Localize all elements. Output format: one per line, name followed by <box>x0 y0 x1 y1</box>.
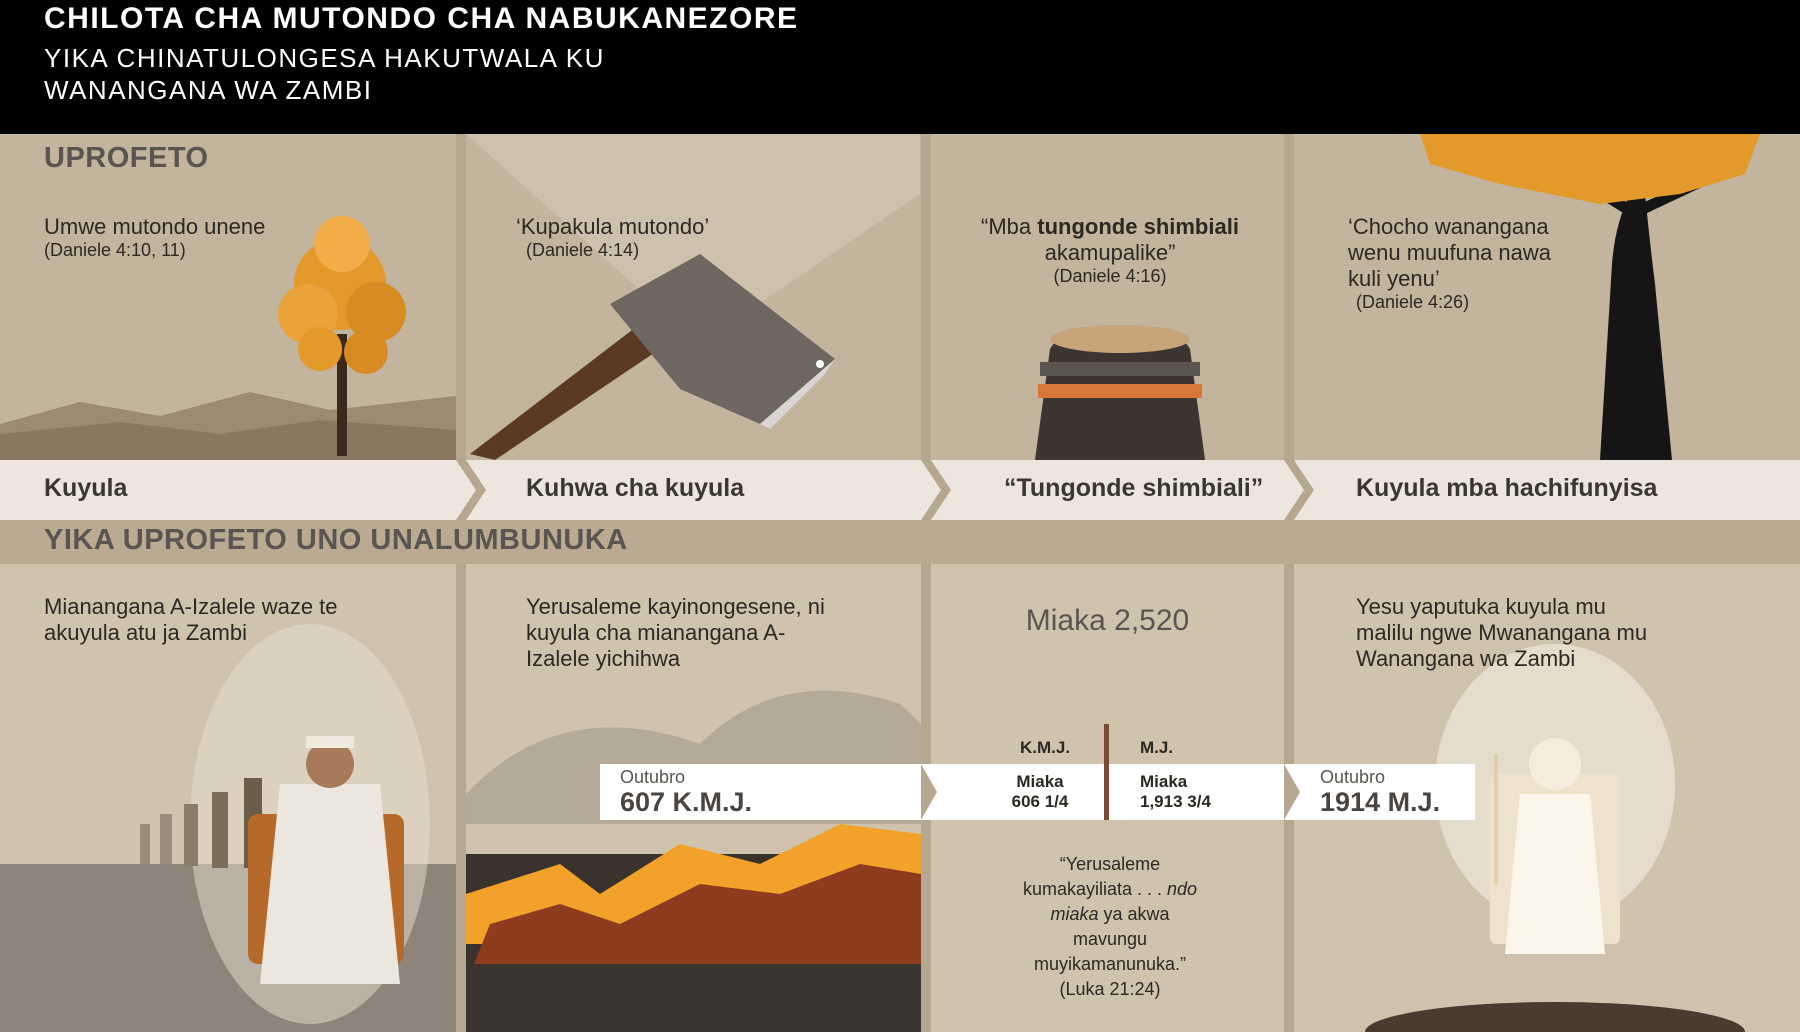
stage-label: “Tungonde shimbiali” <box>1004 474 1264 502</box>
prophecy-item-1 <box>44 214 404 261</box>
quote-line <box>960 902 1260 927</box>
bce-label: K.M.J. <box>1020 738 1071 757</box>
quote-emphasis: ndo <box>1167 879 1198 899</box>
timeline-start <box>620 767 752 816</box>
page-title: CHILOTA CHA MUTONDO CHA NABUKANEZORE <box>44 2 799 35</box>
luke-quote <box>960 852 1260 1002</box>
scripture-reference: (Daniele 4:10, 11) <box>44 240 186 260</box>
prophecy-text-part: “Mba <box>981 214 1038 239</box>
quote-part: ya akwa <box>1098 904 1170 924</box>
quote-line: muyikamanunuka.” <box>1033 954 1187 974</box>
prophecy-item-4 <box>1348 214 1578 313</box>
era-divider-line <box>1104 724 1109 820</box>
quote-line: “Yerusaleme <box>1059 854 1161 874</box>
fulfillment-heading: YIKA UPROFETO UNO UNALUMBUNUKA <box>44 524 628 556</box>
prophecy-text <box>970 214 1250 266</box>
bce-years-value: 606 1/4 <box>1011 792 1069 811</box>
burning-jerusalem-illustration <box>466 691 921 1032</box>
quote-part: kumakayiliata . . . <box>1022 879 1167 899</box>
quote-line: mavungu <box>1072 929 1148 949</box>
fulfillment-text: Yesu yaputuka kuyula mu malilu ngwe Mwanangana mu Wanangana wa Zambi <box>1356 594 1648 671</box>
bce-years-label: Miaka <box>1016 772 1064 791</box>
scripture-reference: (Daniele 4:16) <box>1053 266 1167 286</box>
timeline-end <box>1320 767 1440 816</box>
quote-line <box>960 877 1260 902</box>
stage-label: Kuhwa cha kuyula <box>526 474 745 502</box>
prophecy-text: Umwe mutondo unene <box>44 214 266 239</box>
header-banner <box>0 0 1800 134</box>
ce-label: M.J. <box>1140 738 1174 757</box>
bce-years <box>990 772 1090 812</box>
prophecy-text-bold: tungonde shimbiali <box>1037 214 1239 239</box>
page-subtitle: YIKA CHINATULONGESA HAKUTWALA KU WANANGANA WA ZAMBI <box>44 43 605 105</box>
prophecy-text: ‘Chocho wanangana wenu muufuna nawa kuli yenu’ <box>1348 214 1552 291</box>
start-year: 607 K.M.J. <box>620 787 753 817</box>
prophecy-text-part: akamupalike” <box>1044 240 1176 265</box>
fulfillment-text: Yerusaleme kayinongesene, ni kuyula cha mianangana A-Izalele yichihwa <box>526 594 825 671</box>
prophecy-item-3 <box>970 214 1250 287</box>
kings-on-thrones-illustration <box>0 624 456 1032</box>
end-month: Outubro <box>1320 767 1386 787</box>
axe-illustration <box>466 134 921 460</box>
end-year: 1914 M.J. <box>1320 787 1441 817</box>
stage-label: Kuyula <box>44 474 128 502</box>
scripture-reference: (Daniele 4:14) <box>526 240 640 260</box>
banded-stump-illustration <box>1035 325 1205 460</box>
quote-emphasis: miaka <box>1050 904 1099 924</box>
enthroned-king-illustration <box>1365 644 1745 1032</box>
ce-years-value: 1,913 3/4 <box>1140 792 1211 811</box>
prophecy-text: ‘Kupakula mutondo’ <box>516 214 710 239</box>
start-month: Outubro <box>620 767 686 787</box>
ce-years-label: Miaka <box>1140 772 1188 791</box>
prophecy-item-2 <box>516 214 876 261</box>
stage-arrow-bar <box>0 460 1800 520</box>
prophecy-heading: UPROFETO <box>44 142 209 174</box>
stage-label: Kuyula mba hachifunyisa <box>1356 474 1658 502</box>
quote-reference: (Luka 21:24) <box>1059 979 1161 999</box>
scripture-reference: (Daniele 4:26) <box>1356 292 1470 312</box>
fulfillment-text: Mianangana A-Izalele waze te akuyula atu ja Zambi <box>44 594 338 645</box>
ce-years <box>1140 772 1260 812</box>
years-total: Miaka 2,520 <box>1025 604 1190 637</box>
